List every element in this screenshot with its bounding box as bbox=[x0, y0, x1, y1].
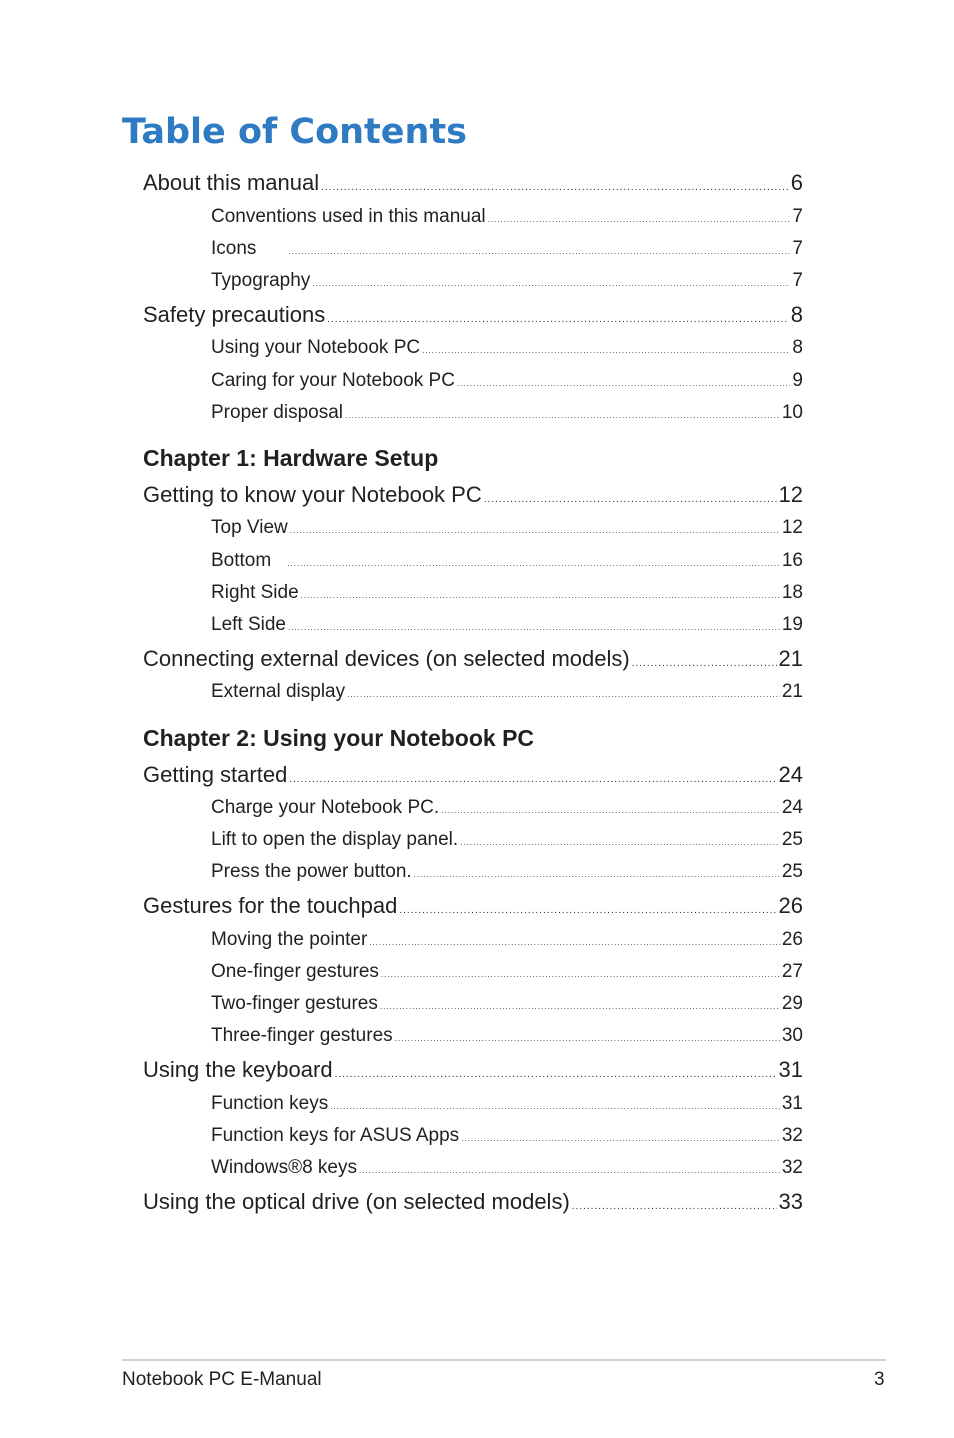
toc-entry-label: Conventions used in this manual bbox=[211, 206, 486, 227]
dot-leader bbox=[288, 247, 790, 256]
dot-leader bbox=[457, 379, 790, 388]
dot-leader bbox=[345, 411, 780, 420]
toc-entry-page: 24 bbox=[778, 762, 803, 787]
toc-entry-page: 31 bbox=[781, 1093, 803, 1114]
toc-entry-page: 21 bbox=[781, 681, 803, 702]
dot-leader bbox=[369, 938, 780, 947]
toc-entry-page: 7 bbox=[792, 206, 803, 227]
toc-entry[interactable] bbox=[211, 929, 803, 951]
footer-rule bbox=[122, 1359, 886, 1361]
toc-entry-label: Icons bbox=[211, 238, 257, 259]
toc-entry-label: Windows®8 keys bbox=[211, 1157, 357, 1178]
toc-entry[interactable] bbox=[211, 206, 803, 228]
footer-page-number: 3 bbox=[874, 1369, 885, 1390]
dot-leader bbox=[484, 494, 777, 505]
toc-entry-page: 21 bbox=[778, 646, 803, 671]
toc-entry-page: 18 bbox=[781, 582, 803, 603]
toc-entry[interactable] bbox=[143, 646, 803, 672]
toc-entry[interactable] bbox=[211, 1025, 803, 1047]
footer-manual-name: Notebook PC E-Manual bbox=[122, 1369, 322, 1390]
toc-entry[interactable] bbox=[211, 961, 803, 983]
toc-entry-page: 33 bbox=[778, 1189, 803, 1214]
toc-entry-page: 27 bbox=[781, 961, 803, 982]
toc-entry[interactable] bbox=[211, 337, 803, 359]
dot-leader bbox=[460, 838, 780, 847]
toc-entry-label: Function keys for ASUS Apps bbox=[211, 1125, 460, 1146]
dot-leader bbox=[380, 1002, 780, 1011]
dot-leader bbox=[287, 559, 780, 568]
chapter-heading: Chapter 2: Using your Notebook PC bbox=[143, 725, 535, 751]
toc-entry-label: Right Side bbox=[211, 582, 299, 603]
toc-entry-page: 25 bbox=[781, 829, 803, 850]
toc-entry-label: One-finger gestures bbox=[211, 961, 379, 982]
toc-entry-label: Getting started bbox=[143, 762, 288, 787]
toc-entry-label: Top View bbox=[211, 517, 288, 538]
toc-entry-page: 7 bbox=[792, 270, 803, 291]
toc-entry[interactable] bbox=[211, 402, 803, 424]
dot-leader bbox=[347, 690, 780, 699]
toc-entry-label: Using the optical drive (on selected models) bbox=[143, 1189, 570, 1214]
dot-leader bbox=[461, 1134, 780, 1143]
toc-entry[interactable] bbox=[211, 797, 803, 819]
toc-entry[interactable] bbox=[211, 681, 803, 703]
toc-entry-page: 9 bbox=[792, 370, 803, 391]
dot-leader bbox=[381, 970, 780, 979]
toc-entry-page: 24 bbox=[781, 797, 803, 818]
toc-entry-label: Using your Notebook PC bbox=[211, 337, 421, 358]
dot-leader bbox=[414, 870, 780, 879]
toc-entry[interactable] bbox=[211, 993, 803, 1015]
toc-entry-page: 12 bbox=[781, 517, 803, 538]
toc-entry-page: 31 bbox=[778, 1057, 803, 1082]
toc-entry-page: 25 bbox=[781, 861, 803, 882]
toc-entry-label: Proper disposal bbox=[211, 402, 344, 423]
toc-entry-label: Three-finger gestures bbox=[211, 1025, 393, 1046]
page-title: Table of Contents bbox=[122, 112, 468, 152]
toc-entry-label: Safety precautions bbox=[143, 302, 326, 327]
toc-entry[interactable] bbox=[211, 829, 803, 851]
toc-entry-label: Gestures for the touchpad bbox=[143, 893, 398, 918]
toc-entry[interactable] bbox=[211, 1125, 803, 1147]
toc-entry-page: 26 bbox=[781, 929, 803, 950]
toc-entry-page: 19 bbox=[781, 614, 803, 635]
toc-entry[interactable] bbox=[211, 270, 803, 292]
dot-leader bbox=[301, 591, 780, 600]
dot-leader bbox=[422, 346, 790, 355]
dot-leader bbox=[327, 314, 789, 325]
toc-entry-label: Caring for your Notebook PC bbox=[211, 370, 455, 391]
toc-entry-page: 8 bbox=[792, 337, 803, 358]
toc-entry-label: Getting to know your Notebook PC bbox=[143, 482, 482, 507]
dot-leader bbox=[290, 526, 780, 535]
dot-leader bbox=[441, 806, 780, 815]
toc-entry-label: Using the keyboard bbox=[143, 1057, 333, 1082]
dot-leader bbox=[359, 1166, 780, 1175]
toc-entry-label: Function keys bbox=[211, 1093, 329, 1114]
dot-leader bbox=[335, 1069, 777, 1080]
toc-entry[interactable] bbox=[143, 893, 803, 919]
toc-entry-page: 32 bbox=[781, 1157, 803, 1178]
toc-entry-page: 12 bbox=[778, 482, 803, 507]
toc-entry-label: Two-finger gestures bbox=[211, 993, 378, 1014]
toc-entry-page: 30 bbox=[781, 1025, 803, 1046]
toc-entry-page: 26 bbox=[778, 893, 803, 918]
dot-leader bbox=[632, 658, 777, 669]
toc-entry-page: 29 bbox=[781, 993, 803, 1014]
toc-entry-label: Press the power button. bbox=[211, 861, 412, 882]
dot-leader bbox=[572, 1201, 777, 1212]
dot-leader bbox=[288, 623, 780, 632]
toc-entry[interactable] bbox=[143, 1189, 803, 1215]
toc-entry[interactable] bbox=[211, 1157, 803, 1179]
toc-entry-label: Lift to open the display panel. bbox=[211, 829, 459, 850]
toc-entry[interactable] bbox=[211, 517, 803, 539]
dot-leader bbox=[289, 774, 776, 785]
toc-entry[interactable] bbox=[143, 170, 803, 196]
toc-entry[interactable] bbox=[143, 1057, 803, 1083]
toc-entry-page: 7 bbox=[792, 238, 803, 259]
dot-leader bbox=[399, 905, 776, 916]
dot-leader bbox=[321, 182, 789, 193]
toc-entry[interactable] bbox=[143, 762, 803, 788]
dot-leader bbox=[330, 1102, 780, 1111]
toc-entry-label: Typography bbox=[211, 270, 311, 291]
toc-entry[interactable] bbox=[211, 370, 803, 392]
toc-entry-label: Moving the pointer bbox=[211, 929, 368, 950]
toc-entry-label: Left Side bbox=[211, 614, 286, 635]
toc-entry[interactable] bbox=[211, 1093, 803, 1115]
toc-entry[interactable] bbox=[143, 302, 803, 328]
toc-entry-page: 6 bbox=[790, 170, 803, 195]
dot-leader bbox=[312, 279, 790, 288]
toc-entry-label: Connecting external devices (on selected models) bbox=[143, 646, 630, 671]
toc-entry[interactable] bbox=[211, 550, 803, 572]
toc-entry-page: 10 bbox=[781, 402, 803, 423]
toc-entry-label: Bottom bbox=[211, 550, 272, 571]
toc-entry[interactable] bbox=[143, 482, 803, 508]
toc-entry-label: External display bbox=[211, 681, 346, 702]
toc-entry[interactable] bbox=[211, 582, 803, 604]
chapter-heading: Chapter 1: Hardware Setup bbox=[143, 445, 439, 471]
toc-entry-page: 16 bbox=[781, 550, 803, 571]
toc-entry[interactable] bbox=[211, 861, 803, 883]
dot-leader bbox=[395, 1034, 780, 1043]
dot-leader bbox=[488, 215, 791, 224]
toc-entry[interactable] bbox=[211, 238, 803, 260]
toc-entry-label: About this manual bbox=[143, 170, 320, 195]
toc-entry-label: Charge your Notebook PC. bbox=[211, 797, 440, 818]
toc-entry[interactable] bbox=[211, 614, 803, 636]
toc-entry-page: 32 bbox=[781, 1125, 803, 1146]
toc-entry-page: 8 bbox=[790, 302, 803, 327]
